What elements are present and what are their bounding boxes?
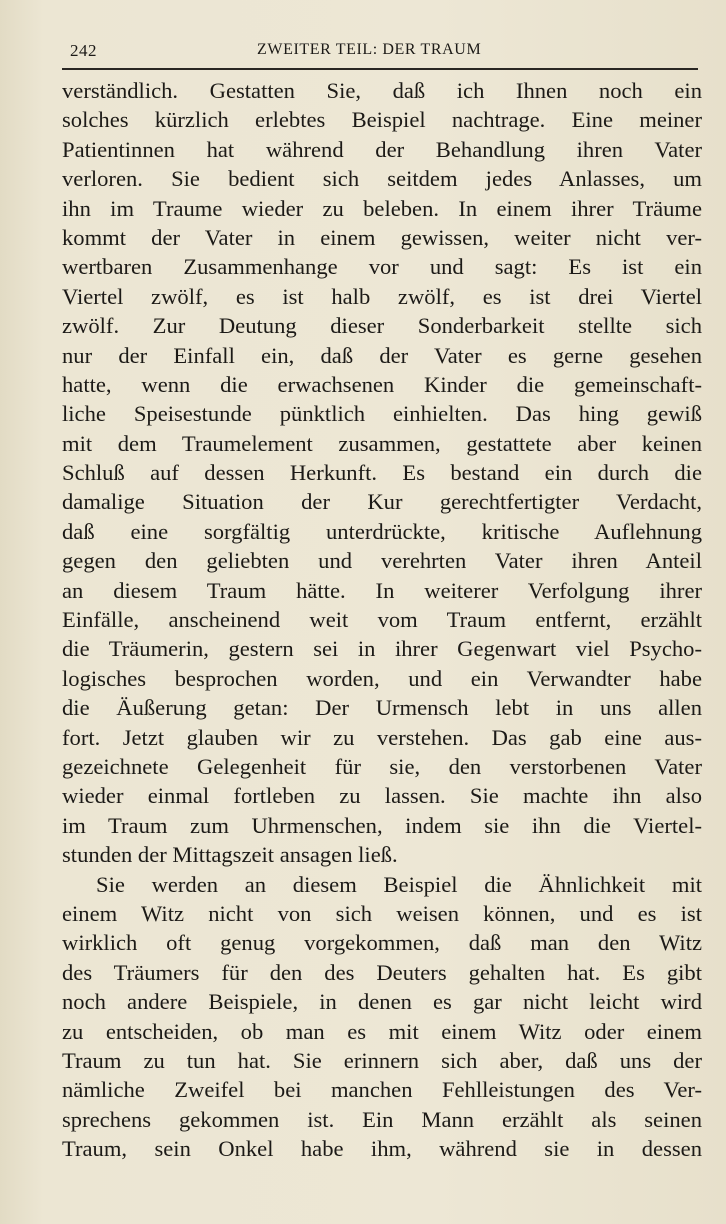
text-line: noch andere Beispiele, in denen es gar nicht leicht wird xyxy=(62,989,702,1015)
text-line: hatte, wenn die erwachsenen Kinder die gemeinschaft- xyxy=(62,371,702,397)
page-number: 242 xyxy=(70,41,97,60)
text-line: zu entscheiden, ob man es mit einem Witz oder einem xyxy=(62,1018,702,1044)
text-line: daß eine sorgfältig unterdrückte, kritische Auflehnung xyxy=(62,518,702,544)
text-line: des Träumers für den des Deuters gehalten hat. Es gibt xyxy=(62,959,702,985)
text-line: gezeichnete Gelegenheit für sie, den verstorbenen Vater xyxy=(62,753,702,779)
text-line: gegen den geliebten und verehrten Vater ihren Anteil xyxy=(62,548,702,574)
text-line: Traum zu tun hat. Sie erinnern sich aber, daß uns der xyxy=(62,1047,702,1073)
text-line: Patientinnen hat während der Behandlung ihren Vater xyxy=(62,136,702,162)
text-line: wirklich oft genug vorgekommen, daß man den Witz xyxy=(62,930,702,956)
text-line: solches kürzlich erlebtes Beispiel nachtrage. Eine meiner xyxy=(62,107,702,133)
text-line: Traum, sein Onkel habe ihm, während sie in dessen xyxy=(62,1136,702,1162)
text-line: mit dem Traumelement zusammen, gestattete aber keinen xyxy=(62,430,702,456)
text-line: sprechens gekommen ist. Ein Mann erzählt als seinen xyxy=(62,1106,702,1132)
text-line: verloren. Sie bedient sich seitdem jedes Anlasses, um xyxy=(62,166,702,192)
text-line: nämliche Zweifel bei manchen Fehlleistungen des Ver- xyxy=(62,1077,702,1103)
text-line: fort. Jetzt glauben wir zu verstehen. Das gab eine aus- xyxy=(62,724,702,750)
text-line: wieder einmal fortleben zu lassen. Sie machte ihn also xyxy=(62,783,702,809)
text-line: wertbaren Zusammenhange vor und sagt: Es ist ein xyxy=(62,254,702,280)
text-line: verständlich. Gestatten Sie, daß ich Ihnen noch ein xyxy=(62,78,702,103)
text-line: Viertel zwölf, es ist halb zwölf, es ist drei Viertel xyxy=(62,283,702,309)
text-line: Sie werden an diesem Beispiel die Ähnlichkeit mit xyxy=(96,871,702,897)
text-line: an diesem Traum hätte. In weiterer Verfolgung ihrer xyxy=(62,577,702,603)
text-line: im Traum zum Uhrmenschen, indem sie ihn die Viertel- xyxy=(62,812,702,838)
running-title: ZWEITER TEIL: DER TRAUM xyxy=(257,41,482,58)
text-line: die Träumerin, gestern sei in ihrer Gegenwart viel Psycho- xyxy=(62,636,702,662)
page-header xyxy=(62,38,698,70)
text-line: Einfälle, anscheinend weit vom Traum entfernt, erzählt xyxy=(62,607,702,633)
text-line: logisches besprochen worden, und ein Verwandter habe xyxy=(62,665,702,691)
text-line: nur der Einfall ein, daß der Vater es gerne gesehen xyxy=(62,342,702,368)
body-text xyxy=(62,76,702,1163)
text-line: liche Speisestunde pünktlich einhielten. Das hing gewiß xyxy=(62,401,702,427)
text-line: stunden der Mittagszeit ansagen ließ. xyxy=(62,842,398,868)
text-line: Schluß auf dessen Herkunft. Es bestand ein durch die xyxy=(62,460,702,486)
text-line: zwölf. Zur Deutung dieser Sonderbarkeit stellte sich xyxy=(62,313,702,339)
text-line: ihn im Traume wieder zu beleben. In einem ihrer Träume xyxy=(62,195,702,221)
text-line: damalige Situation der Kur gerechtfertigter Verdacht, xyxy=(62,489,702,515)
text-line: die Äußerung getan: Der Urmensch lebt in uns allen xyxy=(62,695,702,721)
text-line: einem Witz nicht von sich weisen können, und es ist xyxy=(62,900,702,926)
text-line: kommt der Vater in einem gewissen, weiter nicht ver- xyxy=(62,224,702,250)
